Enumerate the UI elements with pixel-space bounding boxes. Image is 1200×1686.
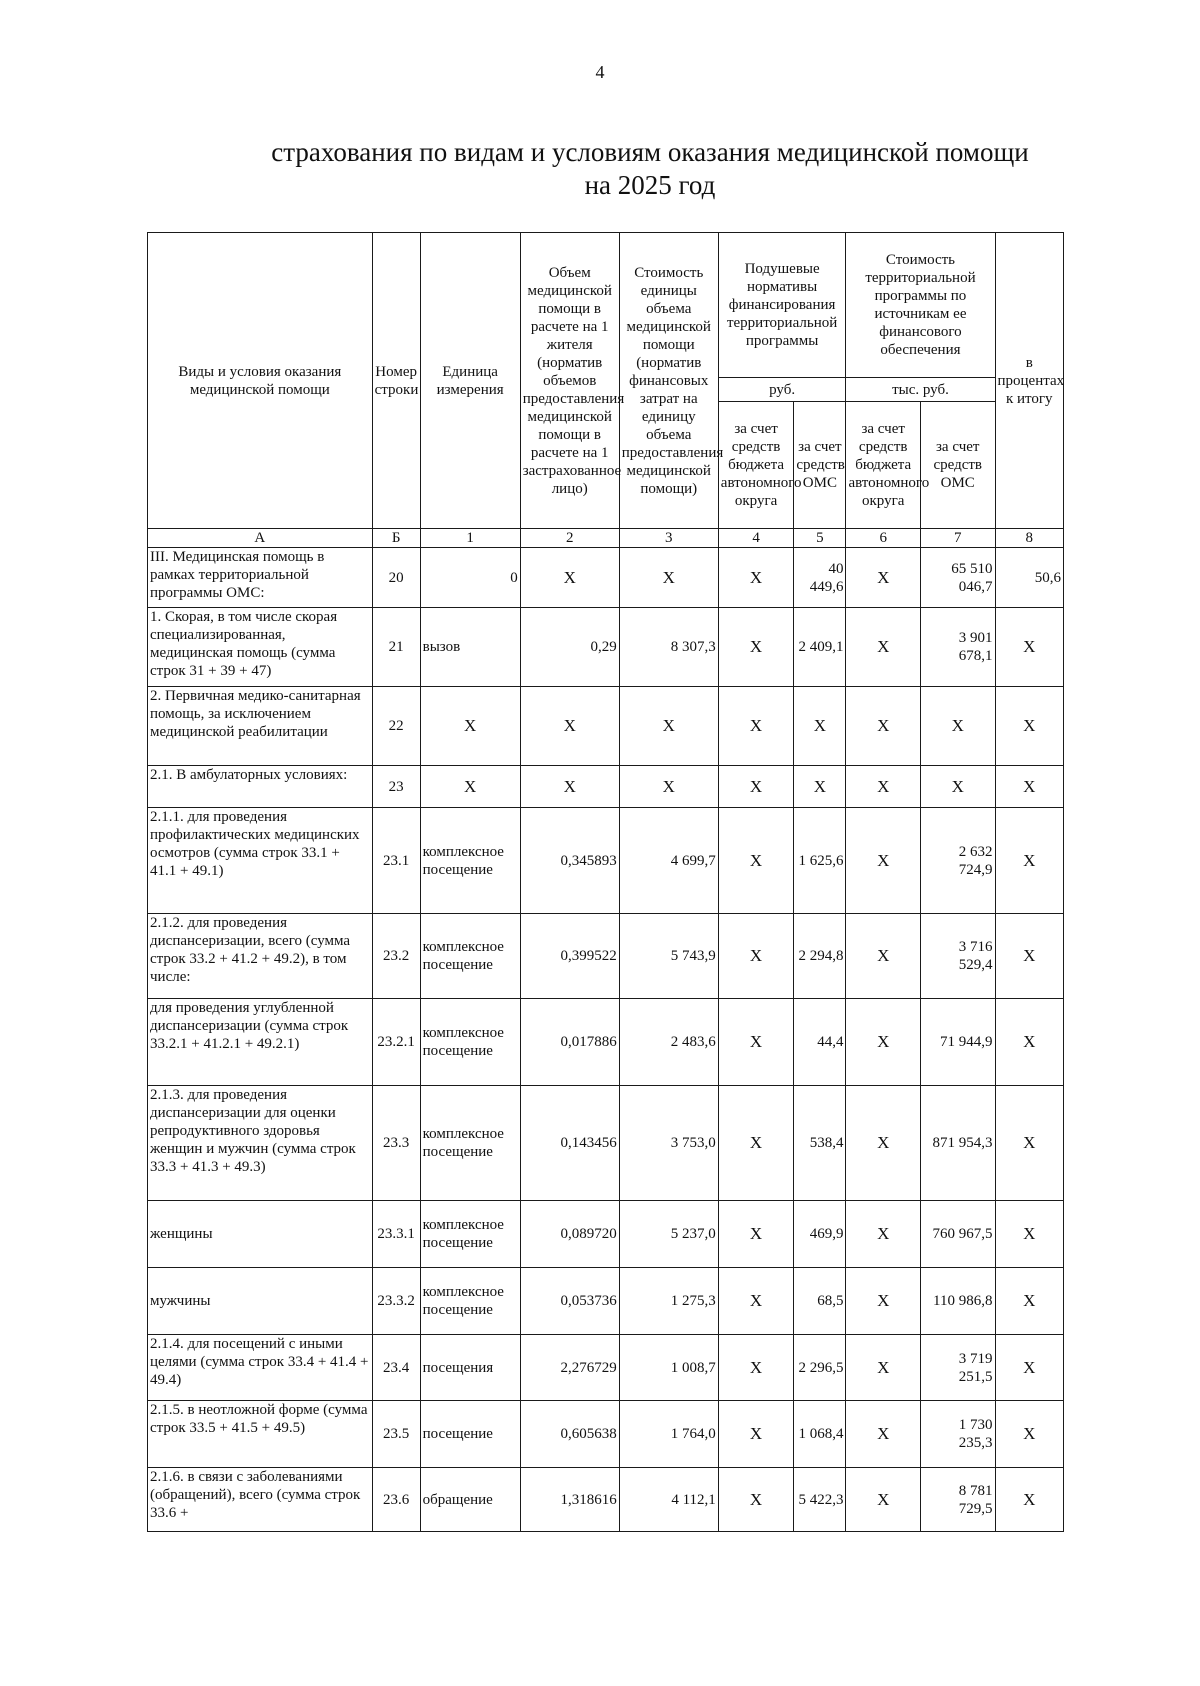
row-name: 2.1.2. для проведения диспансеризации, всего (сумма строк 33.2 + 41.2 + 49.2), в том числе: [148, 914, 373, 999]
row-tc-budget: Х [846, 1086, 921, 1201]
row-unit-cost: 8 307,3 [619, 608, 718, 687]
row-name: 2.1. В амбулаторных условиях: [148, 766, 373, 808]
row-tc-budget: Х [846, 1401, 921, 1468]
row-volume: Х [520, 687, 619, 766]
table-row [148, 608, 1064, 687]
table-row [148, 1468, 1064, 1532]
row-unit: вызов [420, 608, 520, 687]
row-name: 2.1.5. в неотложной форме (сумма строк 33.5 + 41.5 + 49.5) [148, 1401, 373, 1468]
row-name: для проведения углубленной диспансеризации (сумма строк 33.2.1 + 41.2.1 + 49.2.1) [148, 999, 373, 1086]
row-number: 23.1 [372, 808, 420, 914]
row-pc-oms: 5 422,3 [794, 1468, 846, 1532]
row-tc-budget: Х [846, 1335, 921, 1401]
table-row [148, 1401, 1064, 1468]
table-row [148, 548, 1064, 608]
row-name: мужчины [148, 1268, 373, 1335]
row-unit-cost: 1 275,3 [619, 1268, 718, 1335]
row-percent: Х [995, 808, 1064, 914]
row-number: 20 [372, 548, 420, 608]
row-tc-oms: Х [920, 687, 995, 766]
row-tc-oms: 3 719 251,5 [920, 1335, 995, 1401]
row-unit-cost: 4 699,7 [619, 808, 718, 914]
row-pc-budget: Х [718, 1086, 794, 1201]
row-number: 23 [372, 766, 420, 808]
row-unit-cost: Х [619, 548, 718, 608]
row-unit-cost: 5 743,9 [619, 914, 718, 999]
row-pc-budget: Х [718, 914, 794, 999]
row-unit-cost: 4 112,1 [619, 1468, 718, 1532]
row-name: 2.1.6. в связи с заболеваниями (обращений), всего (сумма строк 33.6 + [148, 1468, 373, 1532]
table-row [148, 766, 1064, 808]
row-name: III. Медицинская помощь в рамках территориальной программы ОМС: [148, 548, 373, 608]
row-tc-oms: 760 967,5 [920, 1201, 995, 1268]
header-per-capita: Подушевые нормативы финансирования территориальной программы [718, 233, 846, 378]
row-unit: посещение [420, 1401, 520, 1468]
row-percent: Х [995, 608, 1064, 687]
row-percent: Х [995, 1401, 1064, 1468]
row-pc-budget: Х [718, 1401, 794, 1468]
header-unit: Единица измерения [420, 233, 520, 529]
table-row [148, 914, 1064, 999]
header-volume: Объем медицинской помощи в расчете на 1 жителя (норматив объемов предоставления медицинской помощи в расчете на 1 застрахованное лицо) [520, 233, 619, 529]
row-number: 23.3.1 [372, 1201, 420, 1268]
title-line-2: на 2025 год [584, 170, 716, 200]
program-cost-table [147, 232, 1064, 1532]
row-number: 23.6 [372, 1468, 420, 1532]
row-volume: Х [520, 766, 619, 808]
row-pc-oms: 1 625,6 [794, 808, 846, 914]
table-row [148, 1201, 1064, 1268]
row-pc-oms: 2 294,8 [794, 914, 846, 999]
column-letter: 2 [520, 529, 619, 548]
row-tc-budget: Х [846, 766, 921, 808]
row-volume: 0,399522 [520, 914, 619, 999]
header-row-number: Номер строки [372, 233, 420, 529]
row-volume: 0,605638 [520, 1401, 619, 1468]
header-pc-budget: за счет средств бюджета автономного округа [718, 402, 794, 529]
row-tc-oms: 71 944,9 [920, 999, 995, 1086]
row-pc-budget: Х [718, 1201, 794, 1268]
header-unit-cost: Стоимость единицы объема медицинской помощи (норматив финансовых затрат на единицу объема предоставления медицинской помощи) [619, 233, 718, 529]
row-name: 2.1.4. для посещений с иными целями (сумма строк 33.4 + 41.4 + 49.4) [148, 1335, 373, 1401]
row-volume: Х [520, 548, 619, 608]
row-pc-oms: 2 409,1 [794, 608, 846, 687]
row-unit: комплексное посещение [420, 1268, 520, 1335]
header-tc-oms: за счет средств ОМС [920, 402, 995, 529]
title-line-1: страхования по видам и условиям оказания медицинской помощи [271, 137, 1029, 167]
row-number: 21 [372, 608, 420, 687]
page-number: 4 [595, 62, 605, 82]
column-letter: 7 [920, 529, 995, 548]
header-rub: руб. [718, 378, 846, 402]
row-percent: Х [995, 999, 1064, 1086]
row-volume: 2,276729 [520, 1335, 619, 1401]
row-percent: Х [995, 1268, 1064, 1335]
header-pc-oms: за счет средств ОМС [794, 402, 846, 529]
row-volume: 0,345893 [520, 808, 619, 914]
row-unit: 0 [420, 548, 520, 608]
row-tc-budget: Х [846, 914, 921, 999]
row-pc-oms: 40 449,6 [794, 548, 846, 608]
row-unit-cost: 1 008,7 [619, 1335, 718, 1401]
row-tc-budget: Х [846, 999, 921, 1086]
row-unit-cost: 2 483,6 [619, 999, 718, 1086]
row-number: 23.5 [372, 1401, 420, 1468]
row-volume: 0,29 [520, 608, 619, 687]
row-tc-oms: 8 781 729,5 [920, 1468, 995, 1532]
header-thous-rub: тыс. руб. [846, 378, 995, 402]
table-row [148, 1335, 1064, 1401]
row-percent: Х [995, 687, 1064, 766]
row-pc-oms: 538,4 [794, 1086, 846, 1201]
row-percent: Х [995, 914, 1064, 999]
row-number: 22 [372, 687, 420, 766]
row-tc-budget: Х [846, 1268, 921, 1335]
row-volume: 0,017886 [520, 999, 619, 1086]
row-percent: 50,6 [995, 548, 1064, 608]
row-volume: 0,053736 [520, 1268, 619, 1335]
row-pc-oms: 68,5 [794, 1268, 846, 1335]
row-name: 2. Первичная медико-санитарная помощь, за исключением медицинской реабилитации [148, 687, 373, 766]
row-pc-oms: 2 296,5 [794, 1335, 846, 1401]
row-pc-budget: Х [718, 808, 794, 914]
row-percent: Х [995, 1201, 1064, 1268]
table-row [148, 1268, 1064, 1335]
row-percent: Х [995, 1468, 1064, 1532]
column-letter: 3 [619, 529, 718, 548]
row-volume: 1,318616 [520, 1468, 619, 1532]
row-pc-budget: Х [718, 548, 794, 608]
row-name: женщины [148, 1201, 373, 1268]
row-tc-budget: Х [846, 608, 921, 687]
row-pc-oms: 44,4 [794, 999, 846, 1086]
header-tc-budget: за счет средств бюджета автономного округа [846, 402, 921, 529]
row-percent: Х [995, 1335, 1064, 1401]
column-letter: 1 [420, 529, 520, 548]
row-unit: комплексное посещение [420, 1201, 520, 1268]
row-tc-oms: 65 510 046,7 [920, 548, 995, 608]
row-volume: 0,143456 [520, 1086, 619, 1201]
row-tc-budget: Х [846, 1468, 921, 1532]
document-title [150, 136, 1150, 202]
row-unit: посещения [420, 1335, 520, 1401]
row-pc-budget: Х [718, 1268, 794, 1335]
row-tc-budget: Х [846, 808, 921, 914]
row-unit-cost: 1 764,0 [619, 1401, 718, 1468]
row-pc-oms: Х [794, 687, 846, 766]
row-tc-oms: 871 954,3 [920, 1086, 995, 1201]
header-kinds: Виды и условия оказания медицинской помощи [148, 233, 373, 529]
row-percent: Х [995, 1086, 1064, 1201]
row-number: 23.3 [372, 1086, 420, 1201]
row-unit: обращение [420, 1468, 520, 1532]
row-pc-budget: Х [718, 608, 794, 687]
row-tc-oms: 3 901 678,1 [920, 608, 995, 687]
row-tc-oms: 2 632 724,9 [920, 808, 995, 914]
row-name: 2.1.1. для проведения профилактических медицинских осмотров (сумма строк 33.1 + 41.1 + 49.1) [148, 808, 373, 914]
column-letter: 6 [846, 529, 921, 548]
row-percent: Х [995, 766, 1064, 808]
table-row [148, 1086, 1064, 1201]
row-tc-budget: Х [846, 548, 921, 608]
row-number: 23.3.2 [372, 1268, 420, 1335]
header-percent: в процентах к итогу [995, 233, 1064, 529]
row-name: 1. Скорая, в том числе скорая специализированная, медицинская помощь (сумма строк 31 + 39 + 47) [148, 608, 373, 687]
row-pc-budget: Х [718, 1335, 794, 1401]
column-letter: А [148, 529, 373, 548]
row-unit: комплексное посещение [420, 808, 520, 914]
row-unit: комплексное посещение [420, 1086, 520, 1201]
row-volume: 0,089720 [520, 1201, 619, 1268]
row-unit-cost: Х [619, 687, 718, 766]
row-pc-budget: Х [718, 687, 794, 766]
row-unit-cost: 5 237,0 [619, 1201, 718, 1268]
row-tc-budget: Х [846, 687, 921, 766]
row-unit: Х [420, 687, 520, 766]
column-letter: 8 [995, 529, 1064, 548]
row-unit: комплексное посещение [420, 999, 520, 1086]
row-unit: комплексное посещение [420, 914, 520, 999]
row-number: 23.4 [372, 1335, 420, 1401]
row-tc-oms: 110 986,8 [920, 1268, 995, 1335]
row-unit-cost: Х [619, 766, 718, 808]
table-row [148, 808, 1064, 914]
row-unit: Х [420, 766, 520, 808]
row-tc-oms: Х [920, 766, 995, 808]
row-pc-oms: 1 068,4 [794, 1401, 846, 1468]
row-unit-cost: 3 753,0 [619, 1086, 718, 1201]
row-pc-oms: Х [794, 766, 846, 808]
row-pc-budget: Х [718, 766, 794, 808]
column-letters-row [148, 529, 1064, 548]
row-name: 2.1.3. для проведения диспансеризации для оценки репродуктивного здоровья женщин и мужчин (сумма строк 33.3 + 41.3 + 49.3) [148, 1086, 373, 1201]
row-tc-oms: 1 730 235,3 [920, 1401, 995, 1468]
table-row [148, 999, 1064, 1086]
row-pc-oms: 469,9 [794, 1201, 846, 1268]
table-row [148, 687, 1064, 766]
row-pc-budget: Х [718, 999, 794, 1086]
column-letter: Б [372, 529, 420, 548]
row-tc-budget: Х [846, 1201, 921, 1268]
column-letter: 4 [718, 529, 794, 548]
row-number: 23.2 [372, 914, 420, 999]
header-program-cost: Стоимость территориальной программы по источникам ее финансового обеспечения [846, 233, 995, 378]
row-number: 23.2.1 [372, 999, 420, 1086]
row-tc-oms: 3 716 529,4 [920, 914, 995, 999]
row-pc-budget: Х [718, 1468, 794, 1532]
column-letter: 5 [794, 529, 846, 548]
